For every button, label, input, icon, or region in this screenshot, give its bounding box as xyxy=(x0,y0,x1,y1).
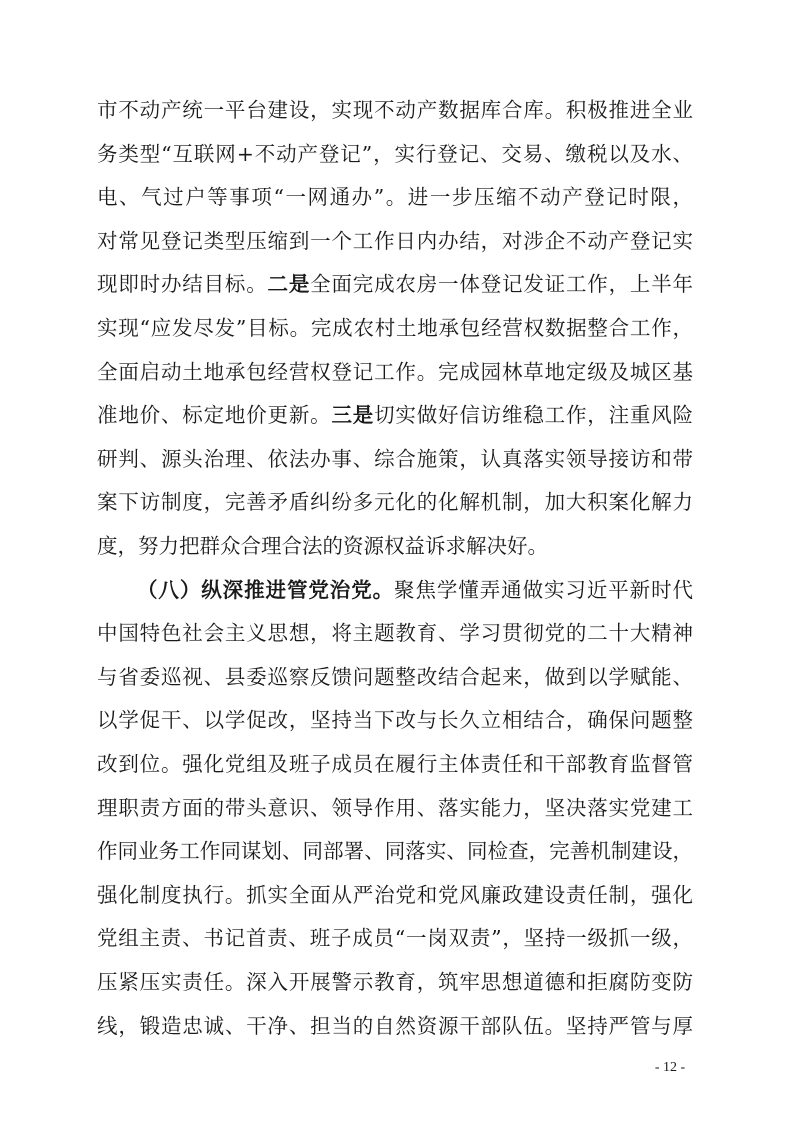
text-line: 压紧压实责任。深入开展警示教育，筑牢思想道德和拒腐防变防 xyxy=(97,970,693,994)
text-line: 作同业务工作同谋划、同部署、同落实、同检查，完善机制建设， xyxy=(97,839,693,864)
text-line: 以学促干、以学促改，坚持当下改与长久立相结合，确保问题整 xyxy=(97,708,693,733)
text-line: 改到位。强化党组及班子成员在履行主体责任和干部教育监督管 xyxy=(97,752,693,776)
text-line: 线，锻造忠诚、干净、担当的自然资源干部队伍。坚持严管与厚 xyxy=(97,1013,693,1038)
text-line: 电、气过户等事项“一网通办”。进一步压缩不动产登记时限， xyxy=(97,185,693,210)
text-line: 准地价、标定地价更新。三是切实做好信访维稳工作，注重风险 xyxy=(97,403,694,428)
text-line: 案下访制度，完善矛盾纠纷多元化的化解机制，加大积案化解力 xyxy=(97,490,693,515)
text-line: 研判、源头治理、依法办事、综合施策，认真落实领导接访和带 xyxy=(97,446,693,471)
text-line: 理职责方面的带头意识、领导作用、落实能力，坚决落实党建工 xyxy=(97,795,693,820)
page-number: - 12 - xyxy=(654,1060,686,1075)
text-line: 中国特色社会主义思想，将主题教育、学习贯彻党的二十大精神 xyxy=(97,621,693,646)
text-line: 现即时办结目标。二是全面完成农房一体登记发证工作，上半年 xyxy=(97,272,694,297)
text-line: 度，努力把群众合理合法的资源权益诉求解决好。 xyxy=(97,534,548,558)
text-line: 全面启动土地承包经营权登记工作。完成园林草地定级及城区基 xyxy=(97,359,693,384)
emphasis-label: 三是 xyxy=(331,403,375,428)
text-line: 市不动产统一平台建设，实现不动产数据库合库。积极推进全业 xyxy=(97,98,693,122)
text-line: 实现“应发尽发”目标。完成农村土地承包经营权数据整合工作， xyxy=(97,316,693,340)
text-line: 对常见登记类型压缩到一个工作日内办结，对涉企不动产登记实 xyxy=(97,228,693,253)
text-line: 强化制度执行。抓实全面从严治党和党风廉政建设责任制，强化 xyxy=(97,882,693,907)
text-line: 务类型“互联网+不动产登记”，实行登记、交易、缴税以及水、 xyxy=(97,141,693,166)
text-line: 党组主责、书记首责、班子成员“一岗双责”，坚持一级抓一级， xyxy=(97,926,693,951)
emphasis-label: 二是 xyxy=(267,272,311,297)
text-line: 与省委巡视、县委巡察反馈问题整改结合起来，做到以学赋能、 xyxy=(97,664,693,689)
section-heading-line: （八）纵深推进管党治党。聚焦学懂弄通做实习近平新时代 xyxy=(137,577,694,602)
section-heading: （八）纵深推进管党治党。 xyxy=(137,577,395,602)
